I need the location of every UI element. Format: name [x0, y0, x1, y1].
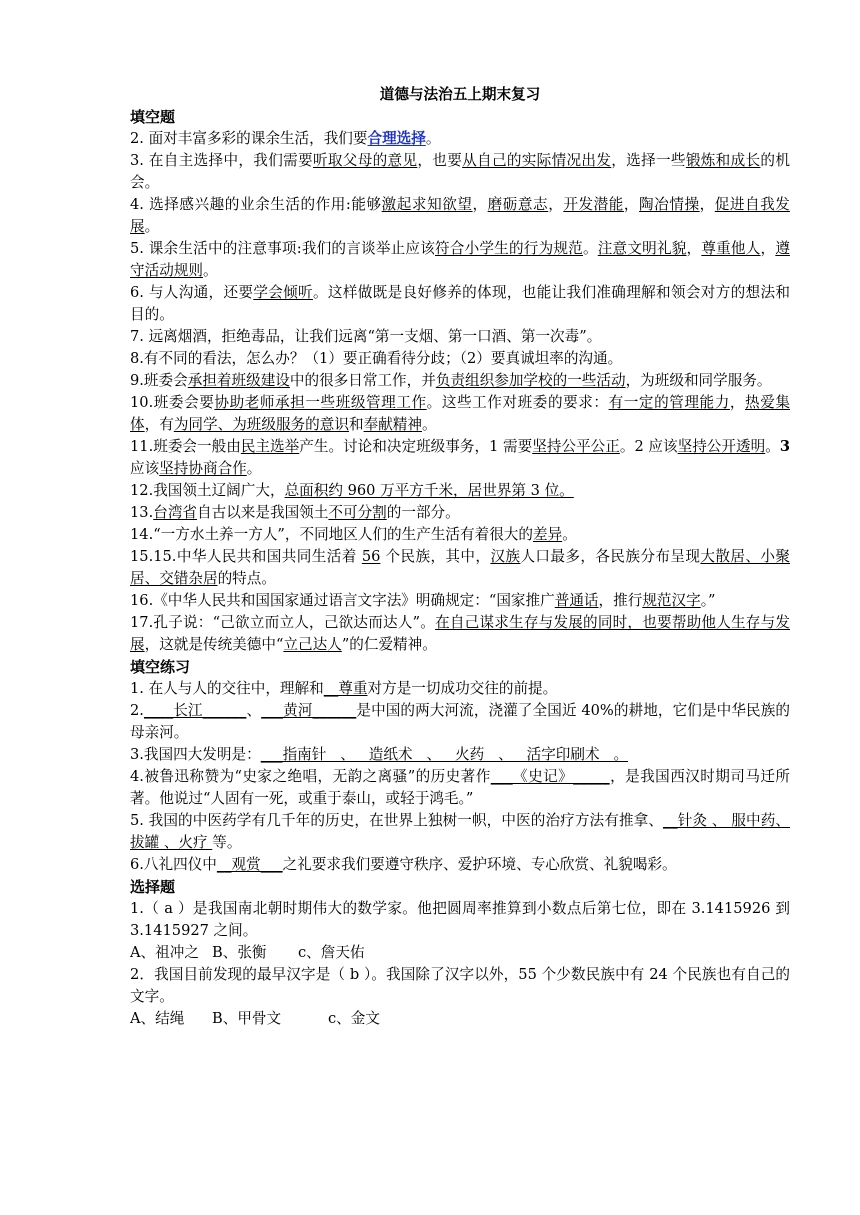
- text: ，: [699, 196, 715, 213]
- option-c: c、詹天佑: [298, 944, 365, 961]
- document-body: [130, 84, 790, 1030]
- text: ，: [472, 196, 488, 213]
- section-heading-fill-blank: 填空题: [130, 108, 176, 126]
- answer: 承担着班级建设: [187, 372, 290, 389]
- answer: 规范汉字: [642, 592, 701, 609]
- answer: 汉族: [490, 548, 521, 565]
- answer: 符合小学生的行为规范: [435, 240, 583, 257]
- page-title: 道德与法治五上期末复习: [379, 86, 541, 103]
- text: 5. 课余生活中的注意事项:我们的言谈举止应该: [130, 240, 435, 257]
- answer: 坚持协商合作: [159, 460, 247, 477]
- option-a: A、结绳: [130, 1010, 185, 1027]
- text: 2.: [130, 702, 144, 719]
- option-c: c、金文: [328, 1010, 380, 1027]
- option-b: B、甲骨文: [212, 1010, 282, 1027]
- choice-question-2: 2．我国目前发现的最早汉字是（ b ）。我国除了汉字以外，55 个少数民族中有 24 个民族也有自己的文字。: [130, 966, 790, 1005]
- answer: 不可分割: [328, 504, 387, 521]
- answer: 总面积约 960 万平方千米，居世界第 3 位。: [284, 482, 574, 499]
- answer: 大散居、小聚居、交错杂居: [130, 548, 790, 587]
- answer: 为同学、为班级服务的意识: [173, 416, 349, 433]
- text: 。: [562, 526, 577, 543]
- text: ，这就是传统美德中“: [144, 636, 284, 653]
- text: 中的很多日常工作，并: [289, 372, 436, 389]
- answer: 有一定的管理能力: [608, 394, 730, 411]
- answer: ___《史记》_____: [490, 768, 610, 785]
- item-10: [130, 392, 790, 436]
- text: 10.班委会要: [130, 394, 215, 411]
- item-2: [130, 128, 790, 150]
- text: ，为班级和同学服务。: [625, 372, 772, 389]
- answer: 协助老师承担一些班级管理工作: [214, 394, 427, 411]
- text: 9.班委会: [130, 372, 188, 389]
- answer: 差异: [532, 526, 563, 543]
- option-b: B、张衡: [212, 944, 267, 961]
- choice-options-1: [130, 942, 790, 964]
- item-11: [130, 436, 790, 480]
- text: 2. 面对丰富多彩的课余生活，我们要: [130, 130, 368, 147]
- text: ，也要: [417, 152, 463, 169]
- text: 自古以来是我国领土: [197, 504, 329, 521]
- text: ，: [686, 240, 702, 257]
- text: ，推行: [598, 592, 643, 609]
- item-16: [130, 590, 790, 612]
- text: 是中国的两大河流，浇灌了全国近 40%的耕地，它们是中华民族的母亲河。: [130, 702, 790, 741]
- choice-options-2: [130, 1008, 790, 1030]
- practice-5: [130, 810, 790, 854]
- text: 1. 在人与人的交往中，理解和: [130, 680, 324, 697]
- text: 11.班委会一般由: [130, 438, 241, 455]
- text: 。: [582, 240, 598, 257]
- item-15: [130, 546, 790, 590]
- text: 。: [144, 218, 160, 235]
- text: 对方是一切成功交往的前提。: [367, 680, 558, 697]
- text: 应该: [130, 460, 160, 477]
- text: 3.我国四大发明是：: [130, 746, 261, 763]
- item-7: 7. 远离烟酒，拒绝毒品，让我们远离“第一支烟、第一口酒、第一次毒”。: [130, 328, 602, 345]
- answer: __针灸 、 服中药、 拔罐 、火疗: [130, 812, 790, 851]
- answer: 锻炼和成长: [685, 152, 761, 169]
- answer: 在自己谋求生存与发展的同时，也要帮助他人生存与发展: [130, 614, 790, 653]
- text: 17.孔子说：“己欲立而立人，己欲达而达人”。: [130, 614, 436, 631]
- text: 。2 应该: [619, 438, 678, 455]
- choice-question-1: 1.（ a ）是我国南北朝时期伟大的数学家。他把圆周率推算到小数点后第七位，即在 3.1415926 到 3.1415927 之间。: [130, 900, 790, 939]
- answer: 开发潜能: [563, 196, 624, 213]
- item-9: [130, 370, 790, 392]
- item-13: [130, 502, 790, 524]
- text: 6. 与人沟通，还要: [130, 284, 254, 301]
- text: 3. 在自主选择中，我们需要: [130, 152, 313, 169]
- item-5: [130, 238, 790, 282]
- answer: ____长江______: [143, 702, 247, 719]
- answer: 从自己的实际情况出发: [462, 152, 612, 169]
- answer: 促进自我发展: [130, 196, 790, 235]
- answer: 陶冶情操: [639, 196, 700, 213]
- item-17: [130, 612, 790, 656]
- answer: 奉献精神: [363, 416, 422, 433]
- answer: __尊重: [323, 680, 368, 697]
- answer: 民主选举: [240, 438, 300, 455]
- text: 和: [348, 416, 364, 433]
- text: ”的仁爱精神。: [341, 636, 437, 653]
- answer-link[interactable]: 合理选择: [367, 130, 426, 147]
- answer: 普通话: [554, 592, 599, 609]
- answer: 注意文明礼貌: [597, 240, 687, 257]
- text: 5. 我国的中医药学有几千年的历史，在世界上独树一帜，中医的治疗方法有推拿、: [130, 812, 664, 829]
- text: ，: [729, 394, 746, 411]
- text: 、: [246, 702, 262, 719]
- answer: ___黄河______: [261, 702, 357, 719]
- text: 。: [765, 438, 780, 455]
- practice-6: [130, 854, 790, 876]
- answer: 立己达人: [283, 636, 342, 653]
- text: 的机会。: [130, 152, 790, 191]
- text: 。: [202, 262, 218, 279]
- text: ，是我国西汉时期司马迁所著。他说过“人固有一死，或重于泰山，或轻于鸿毛。”: [130, 768, 790, 807]
- section-heading-practice: 填空练习: [130, 658, 191, 676]
- text: ，选择一些: [611, 152, 686, 169]
- answer: 坚持公平公正: [532, 438, 620, 455]
- answer: 激起求知欲望: [381, 196, 473, 213]
- item-6: [130, 282, 790, 326]
- practice-2: [130, 700, 790, 744]
- answer: 遵守活动规则: [130, 240, 790, 279]
- practice-1: [130, 678, 790, 700]
- text: 。”: [700, 592, 716, 609]
- text: 。这些工作对班委的要求：: [426, 394, 609, 411]
- text: 13.: [130, 504, 154, 521]
- answer: 热爱集体: [130, 394, 790, 433]
- answer: __观赏___: [216, 856, 283, 873]
- text: 16.《中华人民共和国国家通过语言文字法》明确规定：“国家推广: [130, 592, 555, 609]
- answer: 学会倾听: [253, 284, 313, 301]
- practice-3: [130, 744, 790, 766]
- practice-4: [130, 766, 790, 810]
- text: ，: [760, 240, 776, 257]
- text: 。这样做既是良好修养的体现，也能让我们准确理解和领会对方的想法和目的。: [130, 284, 790, 323]
- answer: 56: [361, 548, 381, 565]
- text: 14.“一方水土养一方人”，不同地区人们的生产生活有着很大的: [130, 526, 533, 543]
- text: 。: [246, 460, 262, 477]
- answer: 尊重他人: [701, 240, 761, 257]
- text: 。: [421, 416, 437, 433]
- answer: 听取父母的意见: [312, 152, 418, 169]
- text: ，: [623, 196, 640, 213]
- item-3: [130, 150, 790, 194]
- answer: ___指南针 、 造纸术 、 火药 、 活字印刷术 。: [260, 746, 629, 763]
- answer: 负责组织参加学校的一些活动: [435, 372, 626, 389]
- text: 等。: [212, 834, 242, 851]
- text: 之礼要求我们要遵守秩序、爱护环境、专心欣赏、礼貌喝彩。: [282, 856, 677, 873]
- text: 15.15.中华人民共和国共同生活着: [130, 548, 362, 565]
- text: ，: [548, 196, 564, 213]
- text: 4.被鲁迅称赞为“史家之绝唱，无韵之离骚”的历史著作: [130, 768, 491, 785]
- text: 4. 选择感兴趣的业余生活的作用:能够: [130, 196, 382, 213]
- text: 的特点。: [217, 570, 276, 587]
- text: 个民族，其中，: [380, 548, 491, 565]
- text: 6.八礼四仪中: [130, 856, 217, 873]
- text: 产生。讨论和决定班级事务，1 需要: [299, 438, 533, 455]
- text: 。: [425, 130, 441, 147]
- item-14: [130, 524, 790, 546]
- answer: 坚持公开透明: [677, 438, 766, 455]
- answer: 磨砺意志: [487, 196, 549, 213]
- text: 的一部分。: [386, 504, 460, 521]
- section-heading-choice: 选择题: [130, 878, 176, 896]
- text: 人口最多，各民族分布呈现: [520, 548, 701, 565]
- text: 3: [779, 438, 790, 455]
- item-12: [130, 480, 790, 502]
- text: ，有: [144, 416, 174, 433]
- option-a: A、祖冲之: [130, 944, 199, 961]
- item-4: [130, 194, 790, 238]
- item-8: 8.有不同的看法，怎么办？（1）要正确看待分歧；（2）要真诚坦率的沟通。: [130, 350, 623, 367]
- text: 12.我国领土辽阔广大，: [130, 482, 285, 499]
- answer: 台湾省: [153, 504, 198, 521]
